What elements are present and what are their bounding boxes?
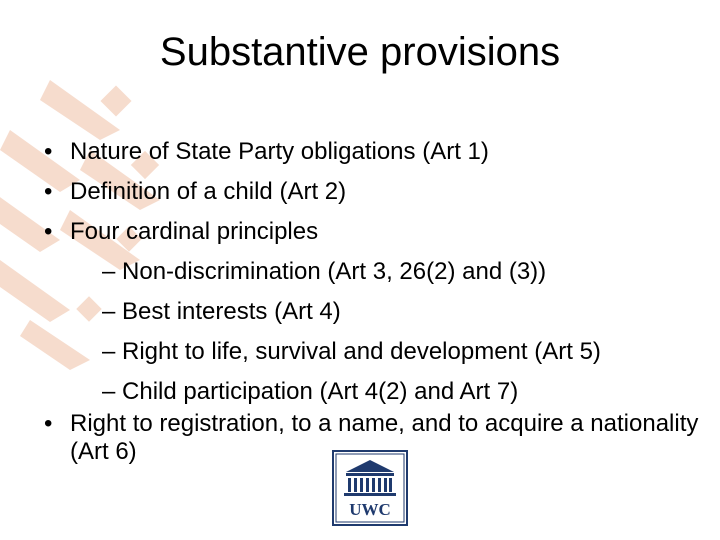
logo-text: UWC [349,500,391,519]
sub-bullet-item: – Non-discrimination (Art 3, 26(2) and (3)) [102,258,547,285]
bullet-text: Definition of a child (Art 2) [70,178,347,205]
uwc-logo [332,450,408,526]
bullet-text: Right to registration, to a name, and to acquire a nationality (Art 6) [70,410,699,465]
bullet-item [44,132,704,172]
sub-bullet-item: – Best interests (Art 4) [102,298,341,325]
bullet-item [44,172,704,212]
bullet-marker: • [44,218,53,245]
bullet-marker: • [44,138,53,165]
bullet-marker: • [44,410,53,437]
bullet-list [44,132,704,466]
sub-bullet-item: – Child participation (Art 4(2) and Art 7) [102,378,519,405]
bullet-marker: • [44,178,53,205]
bullet-text: Nature of State Party obligations (Art 1) [70,138,489,165]
slide-title: Substantive provisions [159,30,561,74]
sub-bullet-item: – Right to life, survival and development (Art 5) [102,338,601,365]
bullet-item [44,212,704,252]
bullet-text: Four cardinal principles [70,218,319,245]
